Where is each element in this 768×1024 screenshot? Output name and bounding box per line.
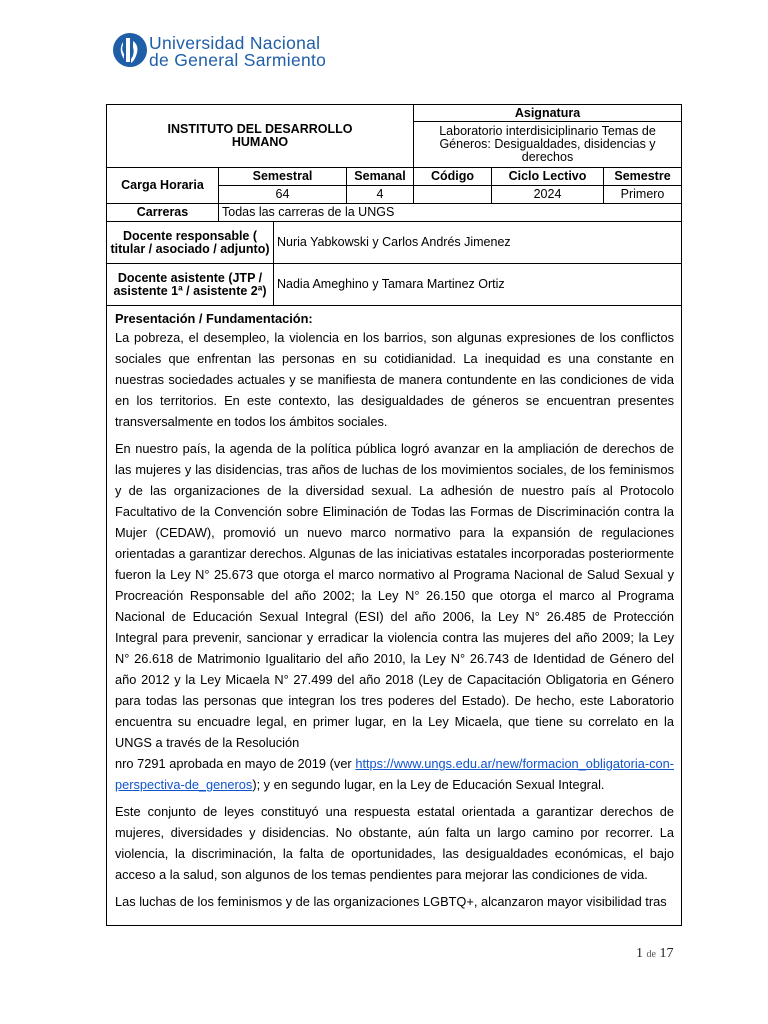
carreras-value: Todas las carreras de la UNGS xyxy=(219,204,682,222)
ciclo-lectivo-label: Ciclo Lectivo xyxy=(492,168,604,186)
docente-asistente-value: Nadia Ameghino y Tamara Martinez Ortiz xyxy=(274,264,682,306)
logo-text xyxy=(149,35,326,69)
paragraph-2: En nuestro país, la agenda de la política pública logró avanzar en la ampliación de derechos de las mujeres y las disidencias, tras años de luchas de los movimientos sociales, de los feminismos y de las organizaciones de la diversidad sexual. La adhesión de nuestro país al Protocolo Facultativo de la Convención sobre Eliminación de Todas las Formas de Discriminación contra la Mujer (CEDAW), promovió un nuevo marco normativo para la expansión de regulaciones orientadas a garantizar derechos. Algunas de las iniciativas estatales incorporadas posteriormente fueron la Ley N° 25.673 que otorga el marco normativo al Programa Nacional de Salud Sexual y Procreación Responsable del año 2002; la Ley N° 26.150 que otorga el marco al Programa Nacional de Educación Sexual Integral (ESI) del año 2006, la Ley N° 26.485 de Protección Integral para prevenir, sancionar y erradicar la violencia contra las mujeres del año 2009; la Ley N° 26.618 de Matrimonio Igualitario del año 2010, la Ley N° 26.743 de Identidad de Género del año 2012 y la Ley Micaela N° 27.499 del año 2018 (Ley de Capacitación Obligatoria en Género para todas las personas que integran los tres poderes del Estado). De hecho, este Laboratorio encuentra su encuadre legal, en primer lugar, en la Ley Micaela, que tiene su correlato en la UNGS a través de la Resolución xyxy=(115,441,674,750)
paragraph-2b-pre: nro 7291 aprobada en mayo de 2019 (ver xyxy=(115,756,356,771)
semestral-label: Semestral xyxy=(219,168,347,186)
ungs-logo-icon xyxy=(112,32,148,68)
page-total: 17 xyxy=(659,946,674,961)
docente-responsable-value: Nuria Yabkowski y Carlos Andrés Jimenez xyxy=(274,222,682,264)
fundamentacion-section xyxy=(106,305,682,926)
docente-asistente-label: Docente asistente (JTP / asistente 1ª / asistente 2ª) xyxy=(107,264,274,306)
semestre-value: Primero xyxy=(604,186,682,204)
logo-line-1: Universidad Nacional xyxy=(149,33,321,53)
institute-name: INSTITUTO DEL DESARROLLO HUMANO xyxy=(167,122,353,149)
carga-horaria-label: Carga Horaria xyxy=(107,168,219,204)
page-de: de xyxy=(646,949,656,960)
paragraph-1: La pobreza, el desempleo, la violencia en los barrios, son algunas expresiones de los conflictos sociales que enfrentan las personas en su cotidianidad. La inequidad es una constante en nuestras sociedades actuales y se manifiesta de manera contundente en las condiciones de vida en los territorios. En este contexto, las desigualdades de géneros se encuentran presentes transversalmente en todos los ámbitos sociales. xyxy=(115,330,674,429)
ungs-resolution-link[interactable]: https://www.ungs.edu.ar/new/formacion_obligatoria-con-perspectiva-de_generos xyxy=(115,756,674,792)
semestral-value: 64 xyxy=(219,186,347,204)
institute-cell xyxy=(107,105,414,168)
paragraph-2b-post: ); y en segundo lugar, en la Ley de Educación Sexual Integral. xyxy=(252,777,605,792)
docente-responsable-label: Docente responsable ( titular / asociado / adjunto) xyxy=(107,222,274,264)
semanal-value: 4 xyxy=(347,186,414,204)
codigo-label: Código xyxy=(414,168,492,186)
semanal-label: Semanal xyxy=(347,168,414,186)
logo-line-2: de General Sarmiento xyxy=(149,50,327,70)
ciclo-lectivo-value: 2024 xyxy=(492,186,604,204)
page-number xyxy=(636,946,673,962)
paragraph-2b xyxy=(115,753,674,795)
semestre-label: Semestre xyxy=(604,168,682,186)
carreras-label: Carreras xyxy=(107,204,219,222)
paragraph-4: Las luchas de los feminismos y de las organizaciones LGBTQ+, alcanzaron mayor visibilidad tras xyxy=(115,894,667,909)
page-current: 1 xyxy=(636,946,643,961)
paragraph-3: Este conjunto de leyes constituyó una respuesta estatal orientada a garantizar derechos de mujeres, diversidades y disidencias. No obstante, aún falta un largo camino por recorrer. La violencia, la discriminación, la falta de oportunidades, las desigualdades económicas, el bajo acceso a la salud, son algunos de los temas pendientes para mejorar las condiciones de vida. xyxy=(115,804,674,882)
asignatura-label: Asignatura xyxy=(414,105,682,122)
asignatura-value: Laboratorio interdisiciplinario Temas de Géneros: Desigualdades, disidencias y derechos xyxy=(414,122,682,168)
codigo-value xyxy=(414,186,492,204)
section-title: Presentación / Fundamentación: xyxy=(115,311,313,326)
course-info-table xyxy=(106,104,682,306)
